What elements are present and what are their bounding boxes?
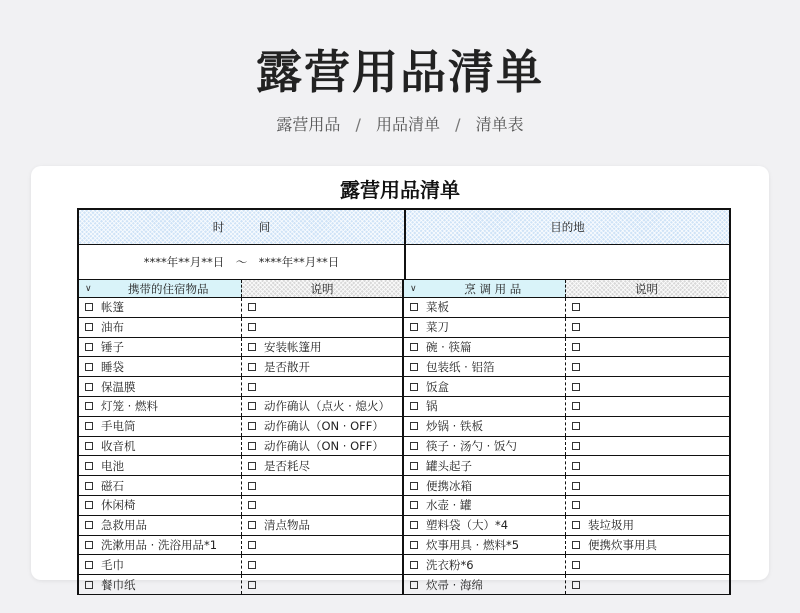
item-right-cell (404, 536, 566, 555)
table-row (79, 357, 729, 377)
note-right-cell (566, 437, 727, 456)
item-right-cell (404, 357, 566, 376)
note-left-cell (242, 318, 404, 337)
item-right-cell (404, 456, 566, 475)
checkbox-icon[interactable] (85, 402, 93, 410)
checkbox-icon[interactable] (410, 561, 418, 569)
checkbox-icon[interactable] (410, 581, 418, 589)
note-left-text: 是否散开 (264, 359, 310, 374)
table-row (79, 516, 729, 536)
checkbox-icon[interactable] (85, 442, 93, 450)
item-right-text: 筷子 · 汤勺 · 饭勺 (426, 438, 517, 453)
item-left-text: 洗漱用品 · 洗浴用品*1 (101, 537, 218, 552)
note-left-cell (242, 338, 404, 357)
item-right-text: 炊帚 · 海绵 (426, 577, 483, 592)
table-row (79, 575, 729, 595)
table-row (79, 437, 729, 457)
checkbox-icon[interactable] (85, 343, 93, 351)
note-left-cell (242, 377, 404, 396)
item-left-cell (79, 516, 242, 535)
checkbox-icon[interactable] (410, 402, 418, 410)
note-left-cell (242, 437, 404, 456)
item-left-cell (79, 417, 242, 436)
item-right-cell (404, 298, 566, 317)
item-right-text: 包装纸 · 铝箔 (426, 359, 495, 374)
checkbox-icon[interactable] (572, 501, 580, 509)
checklist-rows (79, 298, 729, 595)
checkbox-icon[interactable] (248, 402, 256, 410)
column-header-left-items: ∨ 携带的住宿物品 (79, 280, 242, 297)
chevron-down-icon: ∨ (85, 283, 92, 294)
checkbox-icon[interactable] (572, 521, 580, 529)
checkbox-icon[interactable] (410, 422, 418, 430)
checkbox-icon[interactable] (572, 561, 580, 569)
column-header-left-notes: 说明 (242, 280, 404, 297)
checkbox-icon[interactable] (572, 422, 580, 430)
table-row (79, 536, 729, 556)
checkbox-icon[interactable] (248, 561, 256, 569)
checkbox-icon[interactable] (85, 422, 93, 430)
item-right-text: 水壶 · 罐 (426, 498, 472, 513)
breadcrumb-item[interactable]: 用品清单 (375, 115, 440, 134)
checkbox-icon[interactable] (248, 442, 256, 450)
item-left-text: 休闲椅 (101, 498, 136, 513)
item-right-cell (404, 417, 566, 436)
item-left-text: 磁石 (101, 478, 124, 493)
checkbox-icon[interactable] (572, 363, 580, 371)
note-right-cell (566, 377, 727, 396)
checkbox-icon[interactable] (85, 501, 93, 509)
item-left-text: 手电筒 (101, 419, 136, 434)
note-right-cell (566, 516, 727, 535)
checkbox-icon[interactable] (85, 561, 93, 569)
item-right-text: 炊事用具 · 燃料*5 (426, 537, 520, 552)
note-left-cell (242, 417, 404, 436)
item-left-text: 帐篷 (101, 300, 124, 315)
document-title: 露营用品清单 (340, 178, 460, 202)
item-left-cell (79, 555, 242, 574)
item-right-cell (404, 377, 566, 396)
note-left-text: 动作确认（点火 · 熄火） (264, 399, 390, 414)
note-right-text: 便携炊事用具 (588, 537, 657, 552)
item-left-cell (79, 437, 242, 456)
destination-header: 目的地 (406, 210, 729, 244)
note-left-cell (242, 575, 404, 594)
note-left-text: 安装帐篷用 (264, 339, 322, 354)
item-right-text: 洗衣粉*6 (426, 557, 474, 572)
item-right-cell (404, 516, 566, 535)
checkbox-icon[interactable] (248, 422, 256, 430)
item-left-cell (79, 536, 242, 555)
checkbox-icon[interactable] (248, 363, 256, 371)
item-right-text: 锅 (426, 399, 438, 414)
item-left-cell (79, 377, 242, 396)
checkbox-icon[interactable] (410, 363, 418, 371)
checkbox-icon[interactable] (410, 343, 418, 351)
note-left-text: 动作确认（ON · OFF） (264, 419, 384, 434)
checkbox-icon[interactable] (248, 541, 256, 549)
checkbox-icon[interactable] (572, 303, 580, 311)
checkbox-icon[interactable] (572, 482, 580, 490)
checkbox-icon[interactable] (85, 581, 93, 589)
checkbox-icon[interactable] (572, 541, 580, 549)
checkbox-icon[interactable] (85, 541, 93, 549)
header-row (79, 210, 729, 245)
time-header: 时 间 (79, 210, 406, 244)
chevron-down-icon: ∨ (410, 283, 417, 294)
item-right-cell (404, 338, 566, 357)
item-right-text: 罐头起子 (426, 458, 472, 473)
checkbox-icon[interactable] (410, 323, 418, 331)
note-left-cell (242, 496, 404, 515)
item-right-text: 饭盒 (426, 379, 449, 394)
item-left-text: 油布 (101, 320, 124, 335)
breadcrumb-separator: / (355, 115, 361, 134)
item-left-text: 收音机 (101, 438, 136, 453)
breadcrumb-item: 清单表 (475, 115, 524, 134)
note-right-cell (566, 536, 727, 555)
item-left-cell (79, 456, 242, 475)
checkbox-icon[interactable] (85, 363, 93, 371)
breadcrumb-separator: / (455, 115, 461, 134)
item-left-text: 电池 (101, 458, 124, 473)
table-row (79, 318, 729, 338)
checkbox-icon[interactable] (572, 383, 580, 391)
checkbox-icon[interactable] (85, 323, 93, 331)
item-left-text: 灯笼 · 燃料 (101, 399, 158, 414)
table-row (79, 476, 729, 496)
note-right-cell (566, 476, 727, 495)
checkbox-icon[interactable] (410, 303, 418, 311)
breadcrumb-item[interactable]: 露营用品 (276, 115, 341, 134)
note-left-text: 动作确认（ON · OFF） (264, 438, 384, 453)
checkbox-icon[interactable] (248, 521, 256, 529)
item-right-text: 菜刀 (426, 320, 449, 335)
checkbox-icon[interactable] (248, 383, 256, 391)
item-right-text: 塑料袋（大）*4 (426, 518, 509, 533)
checkbox-icon[interactable] (248, 482, 256, 490)
table-row (79, 397, 729, 417)
item-left-cell (79, 496, 242, 515)
checkbox-icon[interactable] (572, 323, 580, 331)
checkbox-icon[interactable] (248, 303, 256, 311)
note-right-cell (566, 298, 727, 317)
destination-value (406, 245, 729, 279)
note-right-cell (566, 555, 727, 574)
item-right-cell (404, 575, 566, 594)
note-right-text: 装垃圾用 (588, 518, 634, 533)
checkbox-icon[interactable] (85, 521, 93, 529)
checkbox-icon[interactable] (410, 501, 418, 509)
checkbox-icon[interactable] (572, 442, 580, 450)
checkbox-icon[interactable] (410, 541, 418, 549)
note-left-cell (242, 456, 404, 475)
note-right-cell (566, 318, 727, 337)
item-left-cell (79, 338, 242, 357)
item-left-cell (79, 575, 242, 594)
note-right-cell (566, 397, 727, 416)
checkbox-icon[interactable] (410, 442, 418, 450)
table-row (79, 377, 729, 397)
checkbox-icon[interactable] (410, 482, 418, 490)
note-right-cell (566, 575, 727, 594)
note-left-cell (242, 516, 404, 535)
checkbox-icon[interactable] (572, 581, 580, 589)
item-left-text: 保温膜 (101, 379, 136, 394)
checkbox-icon[interactable] (248, 343, 256, 351)
checkbox-icon[interactable] (572, 462, 580, 470)
checkbox-icon[interactable] (410, 462, 418, 470)
table-row (79, 496, 729, 516)
table-row (79, 417, 729, 437)
checkbox-icon[interactable] (248, 501, 256, 509)
checkbox-icon[interactable] (572, 343, 580, 351)
note-left-cell (242, 298, 404, 317)
page-title: 露营用品清单 (256, 45, 544, 99)
document-preview-card (31, 166, 769, 592)
checkbox-icon[interactable] (572, 402, 580, 410)
item-left-text: 毛巾 (101, 557, 124, 572)
note-left-cell (242, 397, 404, 416)
table-row (79, 555, 729, 575)
note-left-text: 是否耗尽 (264, 458, 310, 473)
item-right-cell (404, 318, 566, 337)
checkbox-icon[interactable] (85, 383, 93, 391)
item-left-cell (79, 476, 242, 495)
note-left-cell (242, 357, 404, 376)
item-right-cell (404, 496, 566, 515)
column-header-right-items: ∨ 烹 调 用 品 (404, 280, 566, 297)
item-right-text: 碗 · 筷篇 (426, 339, 472, 354)
column-header-row (79, 280, 729, 298)
note-left-text: 清点物品 (264, 518, 310, 533)
checkbox-icon[interactable] (248, 581, 256, 589)
item-left-text: 餐巾纸 (101, 577, 136, 592)
note-left-cell (242, 536, 404, 555)
item-right-cell (404, 397, 566, 416)
item-right-text: 菜板 (426, 300, 449, 315)
item-left-cell (79, 298, 242, 317)
note-left-cell (242, 555, 404, 574)
checkbox-icon[interactable] (248, 323, 256, 331)
table-row (79, 338, 729, 358)
breadcrumb (0, 112, 800, 135)
checkbox-icon[interactable] (85, 462, 93, 470)
item-left-text: 睡袋 (101, 359, 124, 374)
date-row (79, 245, 729, 280)
item-right-cell (404, 437, 566, 456)
note-right-cell (566, 338, 727, 357)
note-right-cell (566, 496, 727, 515)
item-left-cell (79, 397, 242, 416)
note-left-cell (242, 476, 404, 495)
column-header-right-notes: 说明 (566, 280, 727, 297)
item-right-cell (404, 476, 566, 495)
note-right-cell (566, 357, 727, 376)
checklist-sheet (77, 208, 731, 595)
item-left-cell (79, 318, 242, 337)
table-row (79, 456, 729, 476)
item-left-cell (79, 357, 242, 376)
item-left-text: 急救用品 (101, 518, 147, 533)
checkbox-icon[interactable] (410, 383, 418, 391)
checkbox-icon[interactable] (85, 482, 93, 490)
note-right-cell (566, 456, 727, 475)
table-row (79, 298, 729, 318)
item-right-text: 炒锅 · 铁板 (426, 419, 483, 434)
item-right-text: 便携冰箱 (426, 478, 472, 493)
date-range: ****年**月**日 ～ ****年**月**日 (79, 245, 406, 279)
item-right-cell (404, 555, 566, 574)
checkbox-icon[interactable] (85, 303, 93, 311)
checkbox-icon[interactable] (248, 462, 256, 470)
checkbox-icon[interactable] (410, 521, 418, 529)
item-left-text: 锤子 (101, 339, 124, 354)
note-right-cell (566, 417, 727, 436)
